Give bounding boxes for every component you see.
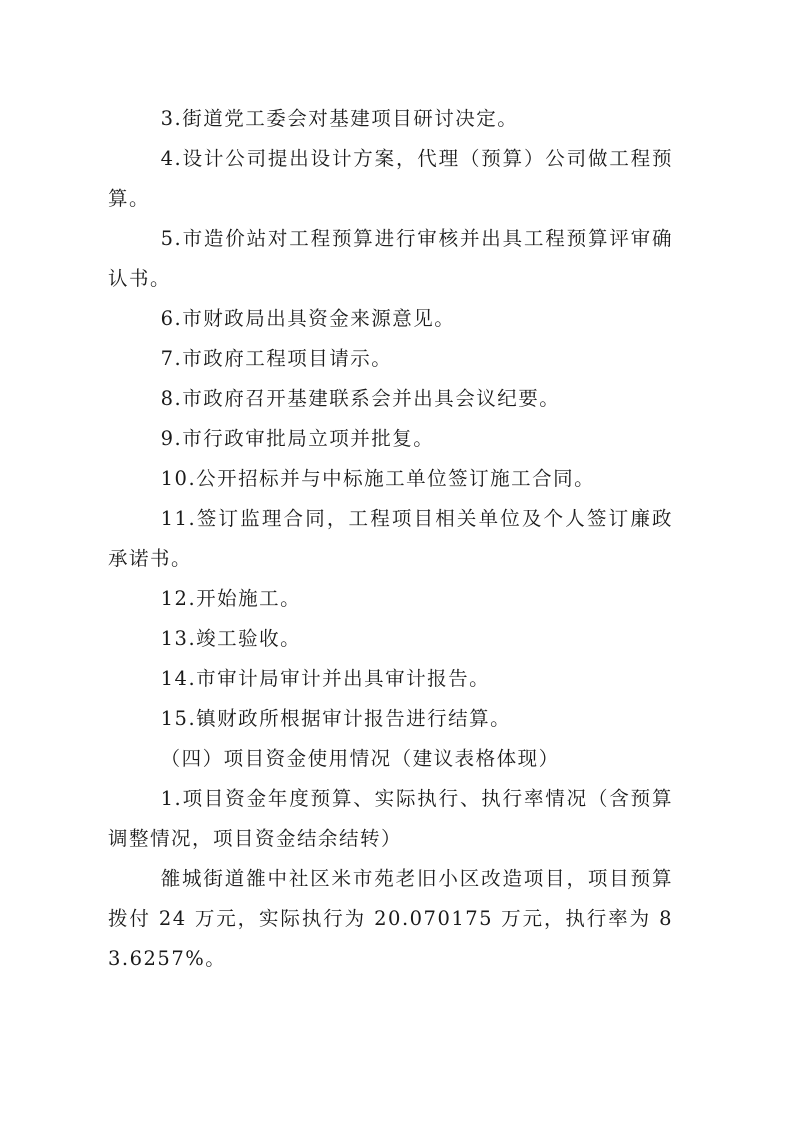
paragraph-step-11: 11.签订监理合同，工程项目相关单位及个人签订廉政承诺书。: [108, 507, 673, 570]
paragraph-step-9: 9.市行政审批局立项并批复。: [160, 427, 435, 450]
document-body: [108, 99, 673, 979]
paragraph-step-8: 8.市政府召开基建联系会并出具会议纪要。: [160, 387, 561, 410]
paragraph-step-12: 12.开始施工。: [160, 587, 302, 610]
paragraph-step-6: 6.市财政局出具资金来源意见。: [160, 307, 456, 330]
paragraph-step-3: 3.街道党工委会对基建项目研讨决定。: [160, 107, 519, 130]
subsection-heading-budget: 1.项目资金年度预算、实际执行、执行率情况（含预算调整情况，项目资金结余结转）: [108, 787, 673, 850]
paragraph-step-10: 10.公开招标并与中标施工单位签订施工合同。: [160, 467, 596, 490]
paragraph-step-15: 15.镇财政所根据审计报告进行结算。: [160, 707, 512, 730]
paragraph-step-13: 13.竣工验收。: [160, 627, 302, 650]
paragraph-step-5: 5.市造价站对工程预算进行审核并出具工程预算评审确认书。: [108, 227, 673, 290]
paragraph-step-14: 14.市审计局审计并出具审计报告。: [160, 667, 491, 690]
section-heading-funds: （四）项目资金使用情况（建议表格体现）: [160, 747, 560, 770]
paragraph-budget-summary: 雒城街道雒中社区米市苑老旧小区改造项目，项目预算拨付 24 万元，实际执行为 20.070175 万元，执行率为 83.6257%。: [108, 867, 673, 970]
paragraph-step-7: 7.市政府工程项目请示。: [160, 347, 393, 370]
paragraph-step-4: 4.设计公司提出设计方案，代理（预算）公司做工程预算。: [108, 147, 673, 210]
